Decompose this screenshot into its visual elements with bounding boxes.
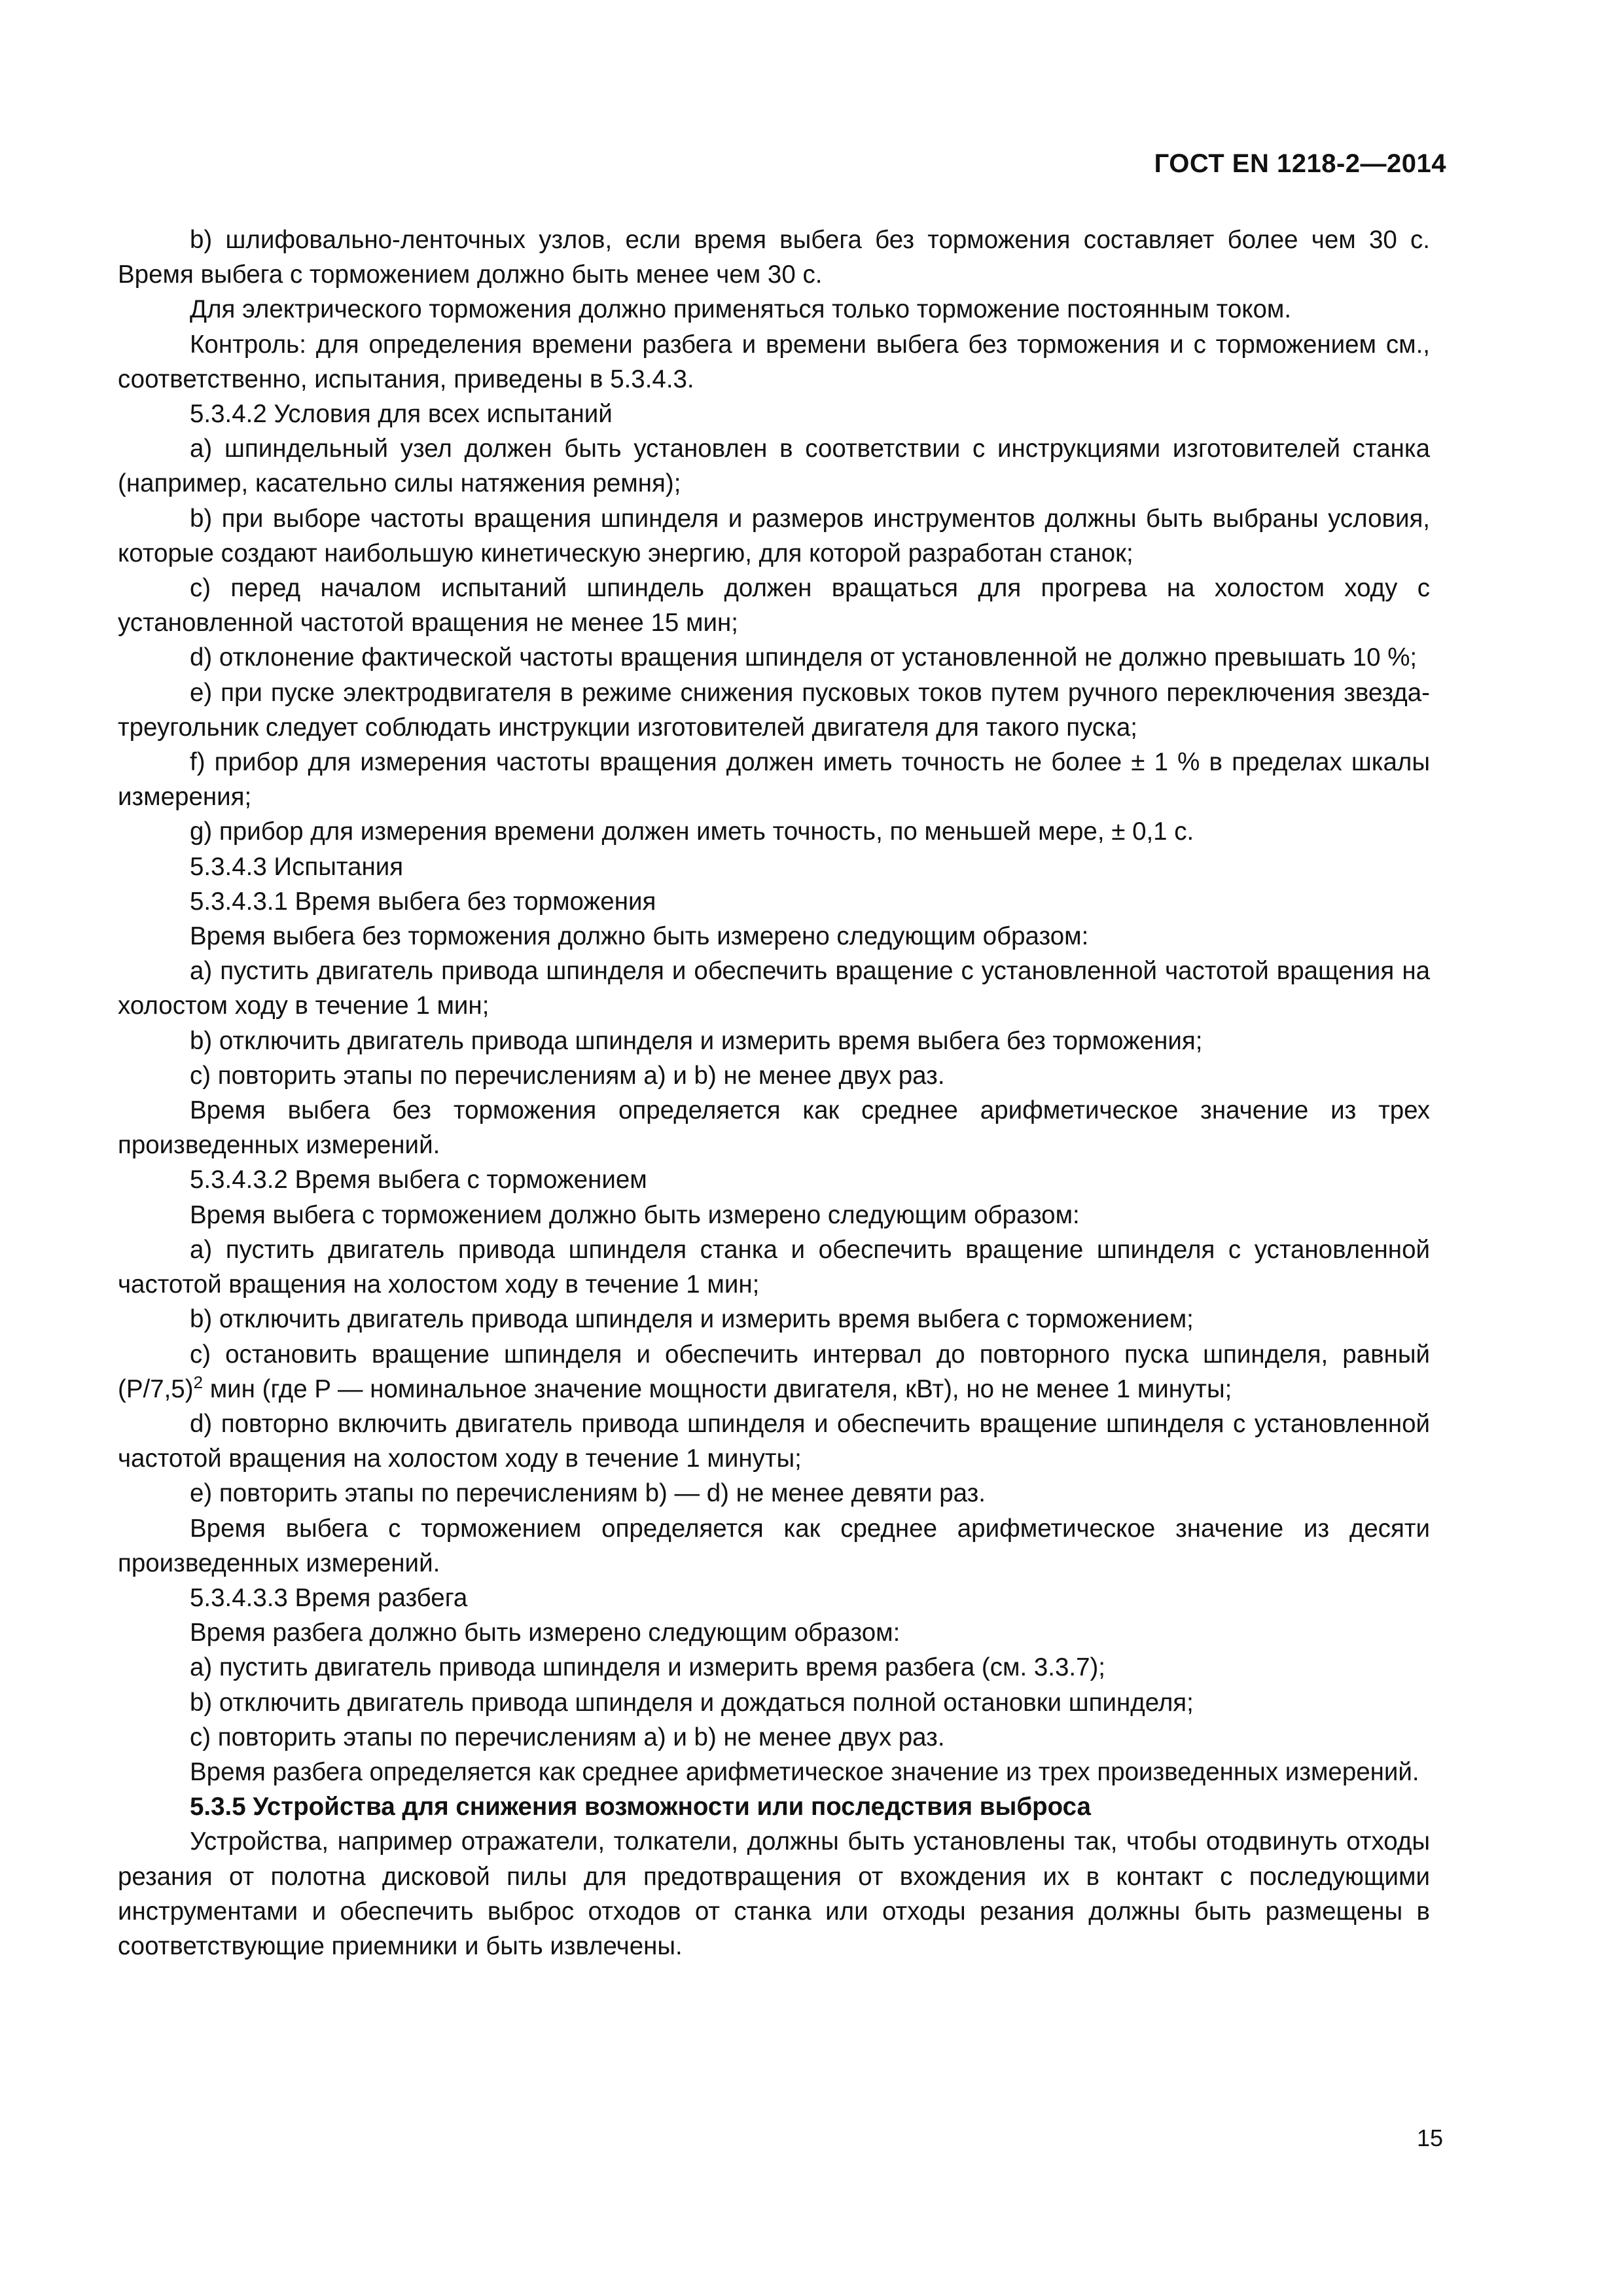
list-item: c) повторить этапы по перечислениям a) и b) не менее двух раз. [190, 1061, 945, 1090]
list-item: b) отключить двигатель привода шпинделя и измерить время выбега с торможением; [190, 1305, 1194, 1334]
paragraph: Время разбега определяется как среднее арифметическое значение из трех произведенных измерений. [190, 1757, 1419, 1786]
list-item: d) отклонение фактической частоты вращения шпинделя от установленной не должно превышать 10 %; [190, 643, 1418, 672]
paragraph: Время выбега с торможением определяется как среднее арифметическое значение из десяти произведенных измерений. [118, 1514, 1430, 1577]
paragraph: Время выбега без торможения определяется как среднее арифметическое значение из трех произведенных измерений. [118, 1096, 1430, 1160]
document-standard-header: ГОСТ EN 1218-2—2014 [1154, 149, 1446, 178]
list-item: b) отключить двигатель привода шпинделя и измерить время выбега без торможения; [190, 1026, 1203, 1055]
list-item: d) повторно включить двигатель привода шпинделя и обеспечить вращение шпинделя с установленной частотой вращения на холостом ходу в течение 1 минуты; [118, 1409, 1430, 1473]
page-number: 15 [1416, 2125, 1443, 2151]
list-item: a) пустить двигатель привода шпинделя и обеспечить вращение с установленной частотой вращения на холостом ходу в течение 1 мин; [118, 957, 1430, 1020]
list-item: c) повторить этапы по перечислениям a) и b) не менее двух раз. [190, 1723, 945, 1751]
paragraph: Время разбега должно быть измерено следующим образом: [190, 1619, 901, 1647]
document-body [118, 223, 1430, 1964]
list-item: c) перед началом испытаний шпиндель должен вращаться для прогрева на холостом ходу с установленной частотой вращения не менее 15 мин; [118, 574, 1430, 637]
subsection-title: 5.3.4.3.2 Время выбега с торможением [190, 1166, 647, 1194]
paragraph: Время выбега без торможения должно быть измерено следующим образом: [190, 922, 1089, 951]
list-item: a) пустить двигатель привода шпинделя и измерить время разбега (см. 3.3.7); [190, 1653, 1106, 1682]
list-item: b) отключить двигатель привода шпинделя и дождаться полной остановки шпинделя; [190, 1688, 1194, 1717]
subsection-title: 5.3.4.2 Условия для всех испытаний [190, 400, 613, 429]
paragraph: Для электрического торможения должно применяться только торможение постоянным током. [190, 295, 1292, 324]
formula-superscript: 2 [193, 1372, 204, 1392]
list-item: e) при пуске электродвигателя в режиме снижения пусковых токов путем ручного переключения звезда-треугольник следует соблюдать инструкции изготовителей двигателя для такого пуска; [118, 678, 1430, 742]
paragraph: Время выбега с торможением должно быть измерено следующим образом: [190, 1200, 1080, 1229]
formula-text-after: мин (где P — номинальное значение мощности двигателя, кВт), но не менее 1 минуты; [203, 1374, 1232, 1403]
list-item-with-formula [118, 1337, 1430, 1407]
formula-text-before: c) остановить вращение шпинделя и обеспечить интервал до повторного пуска шпинделя, равный (P/7,5) [118, 1340, 1430, 1403]
subsection-title: 5.3.4.3 Испытания [190, 852, 404, 881]
subsection-title: 5.3.4.3.1 Время выбега без торможения [190, 887, 656, 916]
paragraph: b) шлифовально-ленточных узлов, если время выбега без торможения составляет более чем 30 с. Время выбега с торможением должно быть менее чем 30 с. [118, 226, 1430, 289]
section-heading: 5.3.5 Устройства для снижения возможности или последствия выброса [190, 1793, 1091, 1821]
paragraph: Контроль: для определения времени разбега и времени выбега без торможения и с торможением см., соответственно, испытания, приведены в 5.3.4.3. [118, 330, 1430, 393]
subsection-title: 5.3.4.3.3 Время разбега [190, 1583, 468, 1612]
list-item: a) шпиндельный узел должен быть установлен в соответствии с инструкциями изготовителей станка (например, касательно силы натяжения ремня); [118, 435, 1430, 498]
list-item: a) пустить двигатель привода шпинделя станка и обеспечить вращение шпинделя с установленной частотой вращения на холостом ходу в течение 1 мин; [118, 1235, 1430, 1299]
list-item: g) прибор для измерения времени должен иметь точность, по меньшей мере, ± 0,1 с. [190, 817, 1194, 846]
paragraph: Устройства, например отражатели, толкатели, должны быть установлены так, чтобы отодвинуть отходы резания от полотна дисковой пилы для предотвращения от вхождения их в контакт с последующими инструментами и обеспечить выброс отходов от станка или отходы резания должны быть размещены в соответствующие приемники и быть извлечены. [118, 1827, 1430, 1960]
list-item: e) повторить этапы по перечислениям b) — d) не менее девяти раз. [190, 1479, 986, 1508]
list-item: b) при выборе частоты вращения шпинделя и размеров инструментов должны быть выбраны условия, которые создают наибольшую кинетическую энергию, для которой разработан станок; [118, 504, 1430, 567]
list-item: f) прибор для измерения частоты вращения должен иметь точность не более ± 1 % в пределах шкалы измерения; [118, 748, 1430, 812]
